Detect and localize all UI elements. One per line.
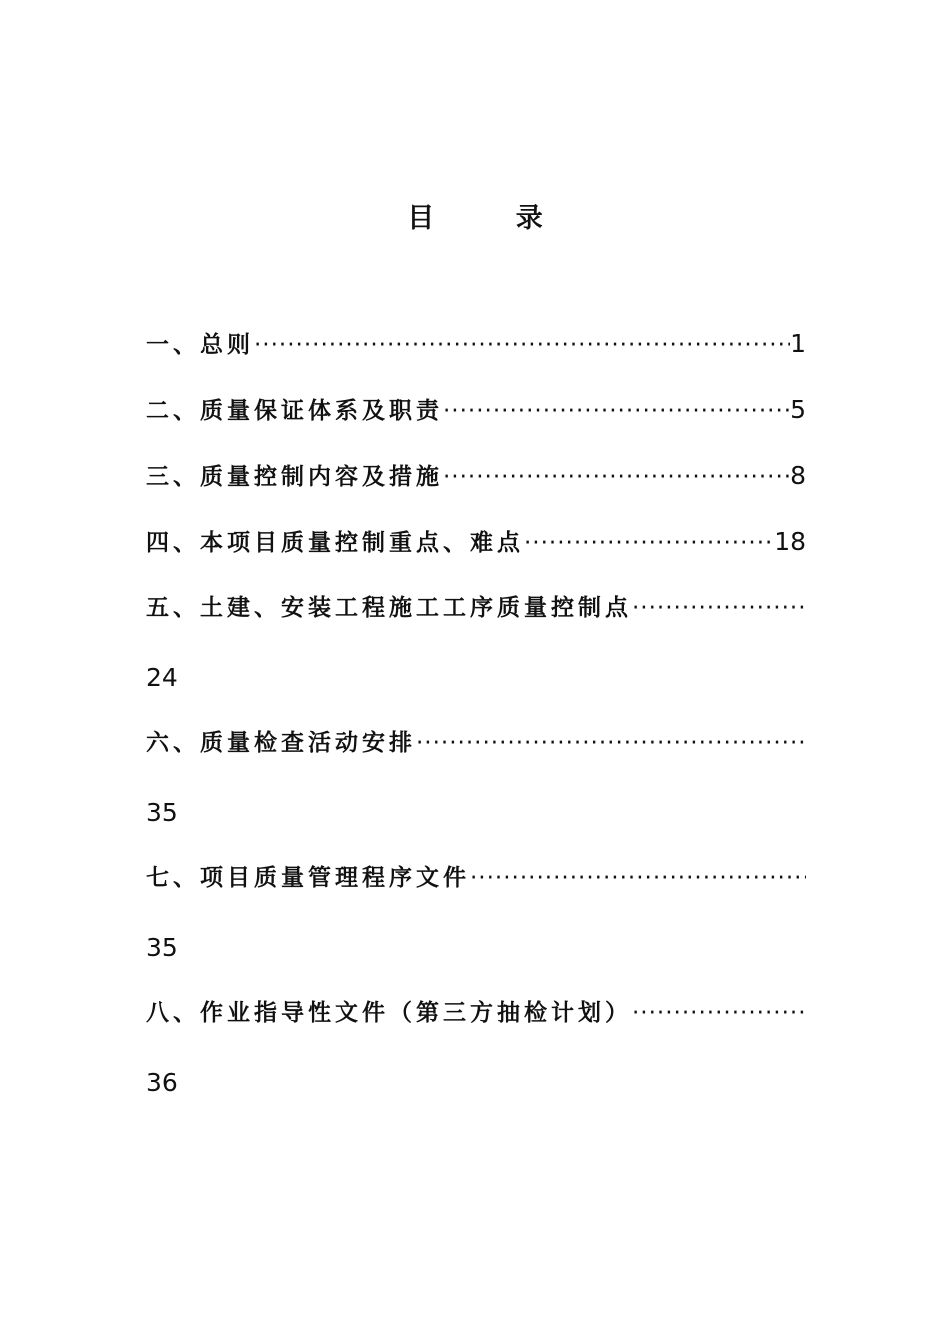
toc-entry-label: 六、质量检查活动安排 xyxy=(146,730,416,756)
toc-entry-8[interactable] xyxy=(146,999,806,1097)
toc-entry-page: 24 xyxy=(146,663,178,692)
toc-title: 目 录 xyxy=(407,203,579,234)
toc-entry-label: 三、质量控制内容及措施 xyxy=(146,464,443,490)
toc-leader-dots xyxy=(416,729,806,757)
table-of-contents xyxy=(146,330,806,1134)
toc-entry-label: 四、本项目质量控制重点、难点 xyxy=(146,530,524,556)
toc-entry-page: 18 xyxy=(774,527,806,556)
toc-entry-label: 二、质量保证体系及职责 xyxy=(146,398,443,424)
toc-entry-3[interactable] xyxy=(146,462,806,491)
toc-entry-page: 35 xyxy=(146,798,178,827)
toc-entry-page: 1 xyxy=(790,329,806,358)
toc-entry-page: 8 xyxy=(790,461,806,490)
toc-entry-page: 35 xyxy=(146,933,178,962)
toc-entry-6[interactable] xyxy=(146,729,806,827)
toc-leader-dots xyxy=(632,594,806,622)
toc-entry-label: 一、总则 xyxy=(146,332,254,358)
toc-entry-label: 七、项目质量管理程序文件 xyxy=(146,865,470,891)
toc-leader-dots xyxy=(443,463,790,491)
toc-entry-page: 5 xyxy=(790,395,806,424)
toc-entry-label: 八、作业指导性文件（第三方抽检计划） xyxy=(146,1000,632,1026)
toc-leader-dots xyxy=(632,999,806,1027)
toc-leader-dots xyxy=(470,864,806,892)
toc-entry-page: 36 xyxy=(146,1068,178,1097)
toc-entry-2[interactable] xyxy=(146,396,806,425)
toc-leader-dots xyxy=(524,529,774,557)
toc-leader-dots xyxy=(443,397,790,425)
toc-entry-4[interactable] xyxy=(146,528,806,557)
toc-entry-7[interactable] xyxy=(146,864,806,962)
toc-leader-dots xyxy=(254,331,790,359)
toc-entry-5[interactable] xyxy=(146,594,806,692)
toc-entry-label: 五、土建、安装工程施工工序质量控制点 xyxy=(146,595,632,621)
toc-entry-1[interactable] xyxy=(146,330,806,359)
